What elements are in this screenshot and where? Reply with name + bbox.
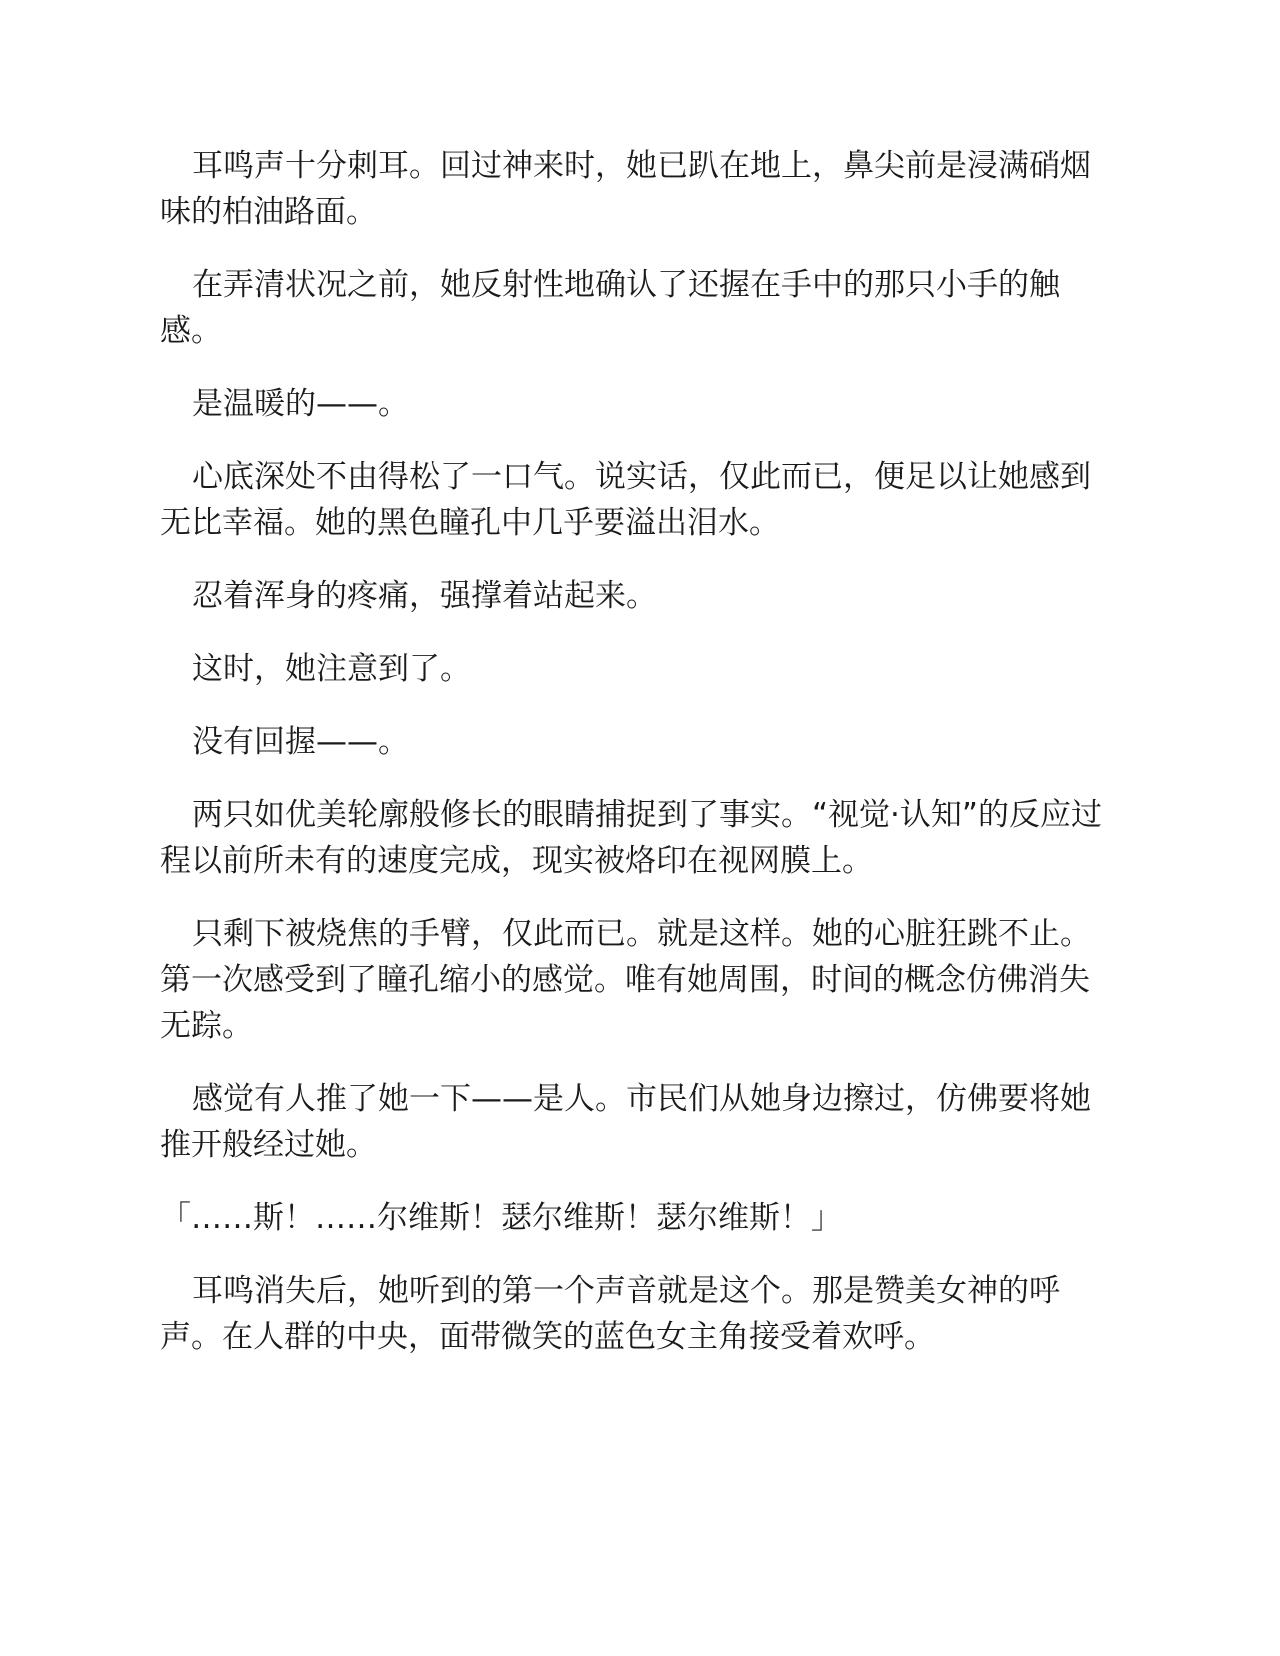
paragraph-8: 两只如优美轮廓般修长的眼睛捕捉到了事实。“视觉·认知”的反应过程以前所未有的速度完成，现实被烙印在视网膜上。 xyxy=(160,797,1102,879)
paragraph-2: 在弄清状况之前，她反射性地确认了还握在手中的那只小手的触感。 xyxy=(160,267,1060,349)
paragraph-9: 只剩下被烧焦的手臂，仅此而已。就是这样。她的心脏狂跳不止。第一次感受到了瞳孔缩小的感觉。唯有她周围，时间的概念仿佛消失无踪。 xyxy=(160,916,1091,1044)
dialogue-line: 「……斯！……尔维斯！瑟尔维斯！瑟尔维斯！」 xyxy=(160,1200,842,1236)
paragraph-12: 耳鸣消失后，她听到的第一个声音就是这个。那是赞美女神的呼声。在人群的中央，面带微笑的蓝色女主角接受着欢呼。 xyxy=(160,1273,1060,1355)
paragraph-10: 感觉有人推了她一下——是人。市民们从她身边擦过，仿佛要将她推开般经过她。 xyxy=(160,1081,1091,1163)
paragraph-5: 忍着浑身的疼痛，强撑着站起来。 xyxy=(192,578,657,614)
paragraph-7: 没有回握——。 xyxy=(192,724,409,760)
paragraph-1: 耳鸣声十分刺耳。回过神来时，她已趴在地上，鼻尖前是浸满硝烟味的柏油路面。 xyxy=(160,148,1091,230)
paragraph-6: 这时，她注意到了。 xyxy=(192,651,471,687)
body-text xyxy=(160,143,1120,1387)
paragraph-3: 是温暖的——。 xyxy=(192,386,409,422)
paragraph-4: 心底深处不由得松了一口气。说实话，仅此而已，便足以让她感到无比幸福。她的黑色瞳孔中几乎要溢出泪水。 xyxy=(160,459,1091,541)
